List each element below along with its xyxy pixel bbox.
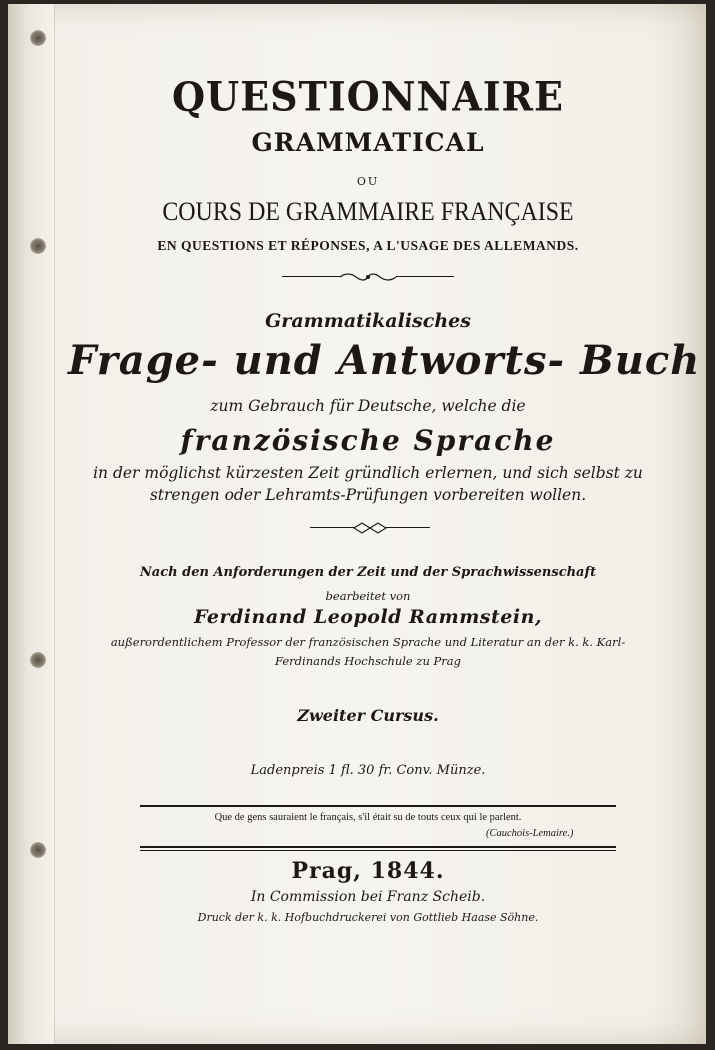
author-name: Ferdinand Leopold Rammstein, — [193, 606, 543, 628]
rule-line — [140, 846, 616, 848]
german-title-2: Frage- und Antworts- Buch — [68, 337, 701, 384]
main-title: QUESTIONNAIRE — [171, 72, 565, 121]
course-subtitle: EN QUESTIONS ET RÉPONSES, A L'USAGE DES ALLEMANDS. — [157, 238, 579, 253]
german-text-2: in der möglichst kürzesten Zeit gründlich erlernen, und sich selbst zu — [93, 464, 643, 482]
conjunction: OU — [356, 175, 380, 188]
german-text-3: strengen oder Lehramts-Prüfungen vorbereiten wollen. — [149, 486, 587, 504]
author-intro: Nach den Anforderungen der Zeit und der Sprachwissenschaft — [139, 565, 597, 580]
author-by: bearbeitet von — [325, 589, 411, 603]
subtitle: GRAMMATICAL — [251, 128, 485, 157]
title-page-content — [68, 4, 701, 1044]
diamond-icon — [352, 521, 388, 535]
imprint-printer: Druck der k. k. Hofbuchdruckerei von Gottlieb Haase Söhne. — [197, 911, 539, 924]
edition: Zweiter Cursus. — [297, 706, 439, 725]
ornament-divider — [268, 270, 468, 284]
author-role-2: Ferdinands Hochschule zu Prag — [275, 654, 461, 668]
german-title-3: französische Sprache — [180, 424, 556, 457]
price: Ladenpreis 1 fl. 30 fr. Conv. Münze. — [250, 763, 486, 778]
binding-hole-icon — [30, 652, 46, 668]
epigraph-source: (Cauchois-Lemaire.) — [486, 828, 574, 839]
flourish-icon — [338, 270, 398, 284]
binding-hole-icon — [30, 30, 46, 46]
course-title: COURS DE GRAMMAIRE FRANÇAISE — [162, 197, 574, 226]
german-text-1: zum Gebrauch für Deutsche, welche die — [210, 397, 526, 415]
imprint-commission: In Commission bei Franz Scheib. — [250, 889, 486, 905]
binding-hole-icon — [30, 842, 46, 858]
binding-hole-icon — [30, 238, 46, 254]
imprint-place-year: Prag, 1844. — [291, 858, 445, 884]
epigraph-text: Que de gens sauraient le français, s'il était su de touts ceux qui le parlent. — [214, 812, 522, 823]
binding-spine — [8, 4, 55, 1044]
rule-line — [140, 850, 616, 851]
ornament-divider — [268, 521, 468, 535]
book-page — [8, 4, 706, 1044]
german-title-1: Grammatikalisches — [265, 310, 471, 332]
rule-line — [140, 805, 616, 807]
author-role-1: außerordentlichem Professor der französischen Sprache und Literatur an der k. k. Karl- — [110, 635, 626, 649]
